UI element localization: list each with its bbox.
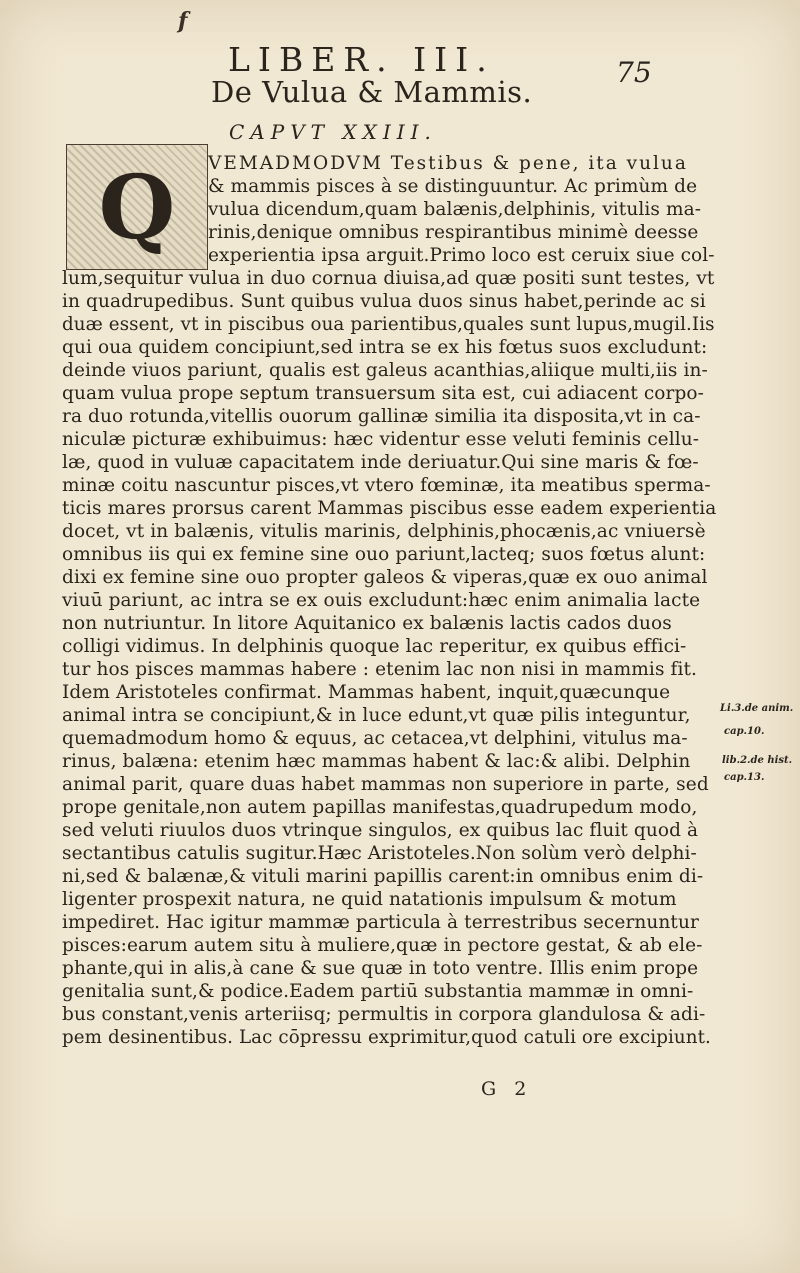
text-line: & mammis pisces à se distinguuntur. Ac primùm de: [208, 176, 698, 197]
text-line: animal parit, quare duas habet mammas non superiore in parte, sed: [62, 774, 709, 795]
text-line: omnibus iis qui ex femine sine ouo pariunt,lacteq; suos fœtus alunt:: [62, 544, 706, 565]
text-line: vulua dicendum,quam balænis,delphinis, vitulis ma-: [208, 199, 702, 220]
initial-letter: Q: [98, 155, 176, 259]
text-line: in quadrupedibus. Sunt quibus vulua duos sinus habet,perinde ac si: [62, 291, 706, 312]
text-line: rinus, balæna: etenim hæc mammas habent & lac:& alibi. Delphin: [62, 751, 691, 772]
text-line: non nutriuntur. In litore Aquitanico ex balænis lactis cados duos: [62, 613, 672, 634]
margin-note: lib.2.de hist.: [722, 755, 793, 766]
text-line: pem desinentibus. Lac cōpressu exprimitur,quod catuli ore excipiunt.: [62, 1027, 711, 1048]
text-line: genitalia sunt,& podice.Eadem partiū substantia mammæ in omni-: [62, 981, 694, 1002]
text-line: sectantibus catulis sugitur.Hæc Aristoteles.Non solùm verò delphi-: [62, 843, 697, 864]
text-line: VEMADMODVM Testibus & pene, ita vulua: [208, 153, 688, 174]
text-line: viuū pariunt, ac intra se ex ouis excludunt:hæc enim animalia lacte: [62, 590, 701, 611]
text-line: duæ essent, vt in piscibus oua parientibus,quales sunt lupus,mugil.Iis: [62, 314, 715, 335]
section-title: De Vulua & Mammis.: [211, 75, 533, 109]
text-line: ra duo rotunda,vitellis ouorum gallinæ similia ita disposita,vt in ca-: [62, 406, 701, 427]
text-line: Idem Aristoteles confirmat. Mammas habent, inquit,quæcunque: [62, 682, 671, 703]
text-line: docet, vt in balænis, vitulis marinis, delphinis,phocænis,ac vniuersè: [62, 521, 706, 542]
margin-note: cap.10.: [724, 726, 765, 737]
text-line: quam vulua prope septum transuersum sita est, cui adiacent corpo-: [62, 383, 705, 404]
chapter-heading: CAPVT XXIII.: [229, 120, 437, 144]
text-line: tur hos pisces mammas habere : etenim lac non nisi in mammis fit.: [62, 659, 698, 680]
text-line: colligi vidimus. In delphinis quoque lac reperitur, ex quibus effici-: [62, 636, 687, 657]
top-handwritten-mark: f: [178, 8, 188, 34]
text-line: qui oua quidem concipiunt,sed intra se ex his fœtus suos excludunt:: [62, 337, 708, 358]
text-line: quemadmodum homo & equus, ac cetacea,vt delphini, vitulus ma-: [62, 728, 688, 749]
text-line: dixi ex femine sine ouo propter galeos & viperas,quæ ex ouo animal: [62, 567, 708, 588]
text-line: niculæ picturæ exhibuimus: hæc videntur esse veluti feminis cellu-: [62, 429, 700, 450]
running-head: LIBER. III.: [228, 40, 495, 79]
text-line: phante,qui in alis,à cane & sue quæ in toto ventre. Illis enim prope: [62, 958, 699, 979]
text-line: impediret. Hac igitur mammæ particula à terrestribus secernuntur: [62, 912, 699, 933]
page-number: 75: [616, 56, 652, 89]
margin-note: cap.13.: [724, 772, 765, 783]
text-line: lum,sequitur vulua in duo cornua diuisa,ad quæ positi sunt testes, vt: [62, 268, 715, 289]
text-line: ticis mares prorsus carent Mammas piscibus esse eadem experientia: [62, 498, 717, 519]
text-line: pisces:earum autem situ à muliere,quæ in pectore gestat, & ab ele-: [62, 935, 703, 956]
text-line: ligenter prospexit natura, ne quid natationis impulsum & motum: [62, 889, 677, 910]
margin-note: Li.3.de anim.: [720, 703, 794, 714]
signature-mark: G 2: [481, 1078, 533, 1100]
text-line: animal intra se concipiunt,& in luce edunt,vt quæ pilis integuntur,: [62, 705, 691, 726]
text-line: minæ coitu nascuntur pisces,vt vtero fœminæ, ita meatibus sperma-: [62, 475, 711, 496]
text-line: experientia ipsa arguit.Primo loco est ceruix siue col-: [208, 245, 715, 266]
text-line: læ, quod in vuluæ capacitatem inde deriuatur.Qui sine maris & fœ-: [62, 452, 699, 473]
text-line: deinde viuos pariunt, qualis est galeus acanthias,aliique multi,iis in-: [62, 360, 708, 381]
text-line: sed veluti riuulos duos vtrinque singulos, ex quibus lac fluit quod à: [62, 820, 699, 841]
text-line: ni,sed & balænæ,& vituli marini papillis carent:in omnibus enim di-: [62, 866, 704, 887]
text-line: bus constant,venis arteriisq; permultis in corpora glandulosa & adi-: [62, 1004, 706, 1025]
text-line: rinis,denique omnibus respirantibus minimè deesse: [208, 222, 699, 243]
text-line: prope genitale,non autem papillas manifestas,quadrupedum modo,: [62, 797, 698, 818]
